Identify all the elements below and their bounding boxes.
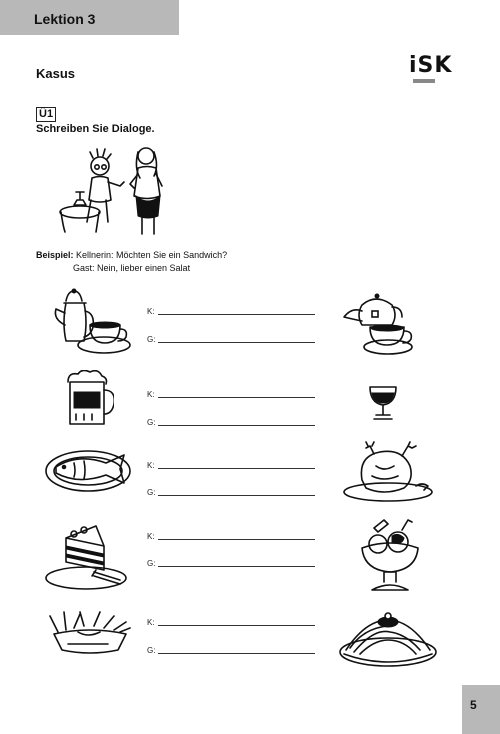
roast-chicken-icon (342, 440, 434, 505)
restaurant-scene-illustration (58, 142, 178, 242)
teapot-cup-icon (340, 293, 422, 358)
section-title: Kasus (36, 66, 76, 81)
coffee-pot-cup-icon (52, 287, 132, 357)
row1-g-label: G: (147, 335, 156, 344)
example-dialogue (36, 249, 227, 275)
lesson-header (0, 0, 179, 35)
row1-k-label: K: (147, 307, 155, 316)
row5-g-answer-line[interactable] (158, 653, 315, 654)
page-number (462, 685, 500, 734)
row2-k-answer-line[interactable] (158, 397, 315, 398)
row3-g-label: G: (147, 488, 156, 497)
french-fries-icon (44, 610, 134, 656)
row5-k-answer-line[interactable] (158, 625, 315, 626)
example-line-guest: Gast: Nein, lieber einen Salat (73, 263, 191, 273)
row1-k-answer-line[interactable] (158, 314, 315, 315)
logo-underline (413, 79, 435, 83)
spaghetti-plate-icon (336, 608, 440, 670)
row3-g-answer-line[interactable] (158, 495, 315, 496)
fish-plate-icon (44, 445, 134, 495)
example-label: Beispiel: (36, 250, 74, 260)
exercise-instruction: Schreiben Sie Dialoge. (36, 123, 155, 135)
row4-g-answer-line[interactable] (158, 566, 315, 567)
row3-k-answer-line[interactable] (158, 468, 315, 469)
row3-k-label: K: (147, 461, 155, 470)
logo-text: iSK (409, 53, 453, 78)
example-line-waitress: Kellnerin: Möchten Sie ein Sandwich? (76, 250, 228, 260)
beer-mug-icon (64, 370, 114, 428)
lesson-title: Lektion 3 (34, 11, 96, 27)
row4-g-label: G: (147, 559, 156, 568)
page-number-text: 5 (470, 698, 477, 712)
cake-slice-icon (44, 520, 130, 592)
row5-g-label: G: (147, 646, 156, 655)
row1-g-answer-line[interactable] (158, 342, 315, 343)
row5-k-label: K: (147, 618, 155, 627)
ice-cream-sundae-icon (358, 518, 420, 596)
row2-g-answer-line[interactable] (158, 425, 315, 426)
row4-k-answer-line[interactable] (158, 539, 315, 540)
row2-g-label: G: (147, 418, 156, 427)
isk-logo (409, 55, 465, 85)
wine-glass-icon (366, 383, 400, 423)
row4-k-label: K: (147, 532, 155, 541)
row2-k-label: K: (147, 390, 155, 399)
exercise-number: Ü1 (36, 107, 56, 122)
